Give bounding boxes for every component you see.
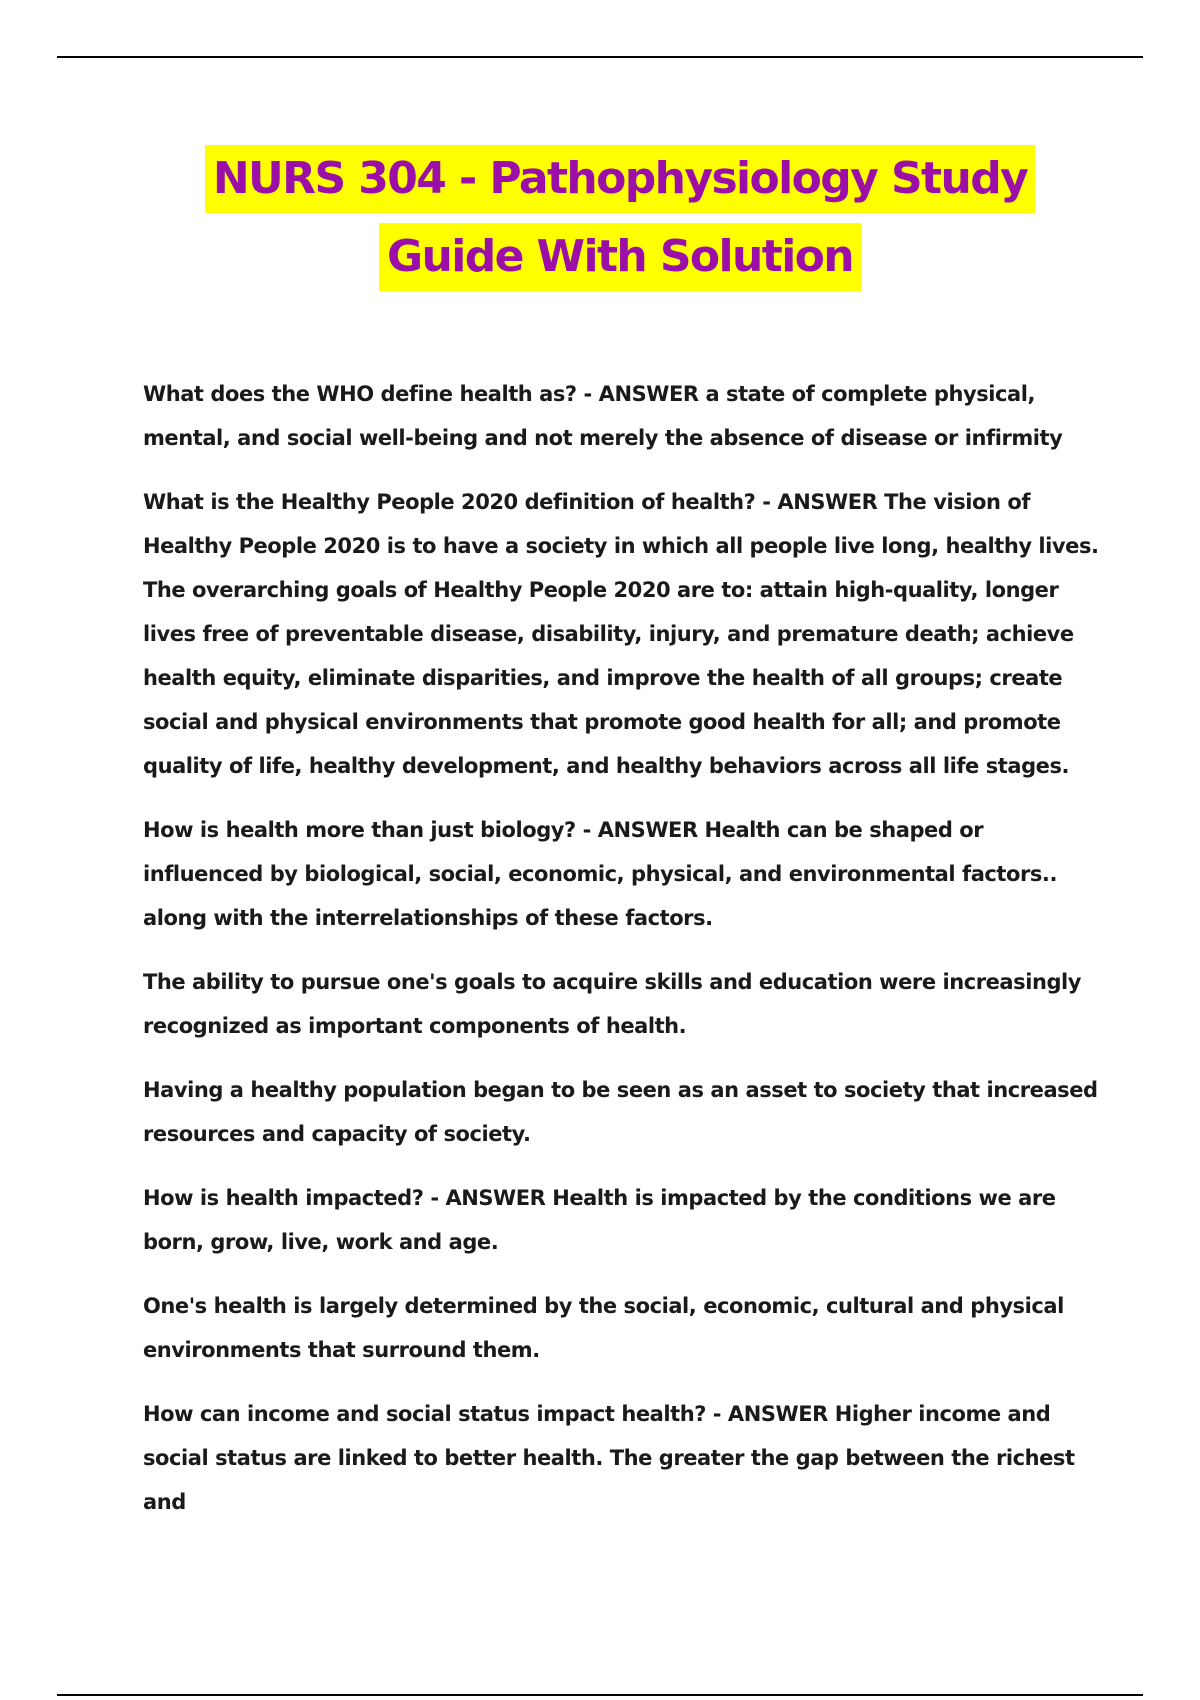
title-line-1: NURS 304 - Pathophysiology Study	[205, 145, 1035, 213]
top-rule	[57, 56, 1143, 58]
qa-paragraph-health-beyond-biology: How is health more than just biology? - ANSWER Health can be shaped or influenced by biological, social, economic, physical, and environmental factors.. along with the interrelationships of these factors.	[143, 818, 1057, 930]
document-body	[143, 372, 1103, 1544]
qa-paragraph-who-health: What does the WHO define health as? - ANSWER a state of complete physical, mental, and social well-being and not merely the absence of disease or infirmity	[143, 382, 1063, 450]
qa-paragraph-healthy-people-2020: What is the Healthy People 2020 definition of health? - ANSWER The vision of Healthy People 2020 is to have a society in which all people live long, healthy lives. The overarching goals of Healthy People 2020 are to: attain high-quality, longer lives free of preventable disease, disability, injury, and premature death; achieve health equity, eliminate disparities, and improve the health of all groups; create social and physical environments that promote good health for all; and promote quality of life, healthy development, and healthy behaviors across all life stages.	[143, 490, 1099, 778]
paragraph-health-determinants: One's health is largely determined by the social, economic, cultural and physical environments that surround them.	[143, 1294, 1064, 1362]
paragraph-goals-education: The ability to pursue one's goals to acquire skills and education were increasingly recognized as important components of health.	[143, 970, 1082, 1038]
title-line-2: Guide With Solution	[379, 223, 861, 291]
qa-paragraph-income-status: How can income and social status impact health? - ANSWER Higher income and social status are linked to better health. The greater the gap between the richest and	[143, 1402, 1075, 1514]
bottom-rule	[57, 1694, 1143, 1696]
paragraph-healthy-population: Having a healthy population began to be seen as an asset to society that increased resources and capacity of society.	[143, 1078, 1098, 1146]
qa-paragraph-health-impacted: How is health impacted? - ANSWER Health is impacted by the conditions we are born, grow, live, work and age.	[143, 1186, 1056, 1254]
document-title	[60, 140, 1180, 296]
